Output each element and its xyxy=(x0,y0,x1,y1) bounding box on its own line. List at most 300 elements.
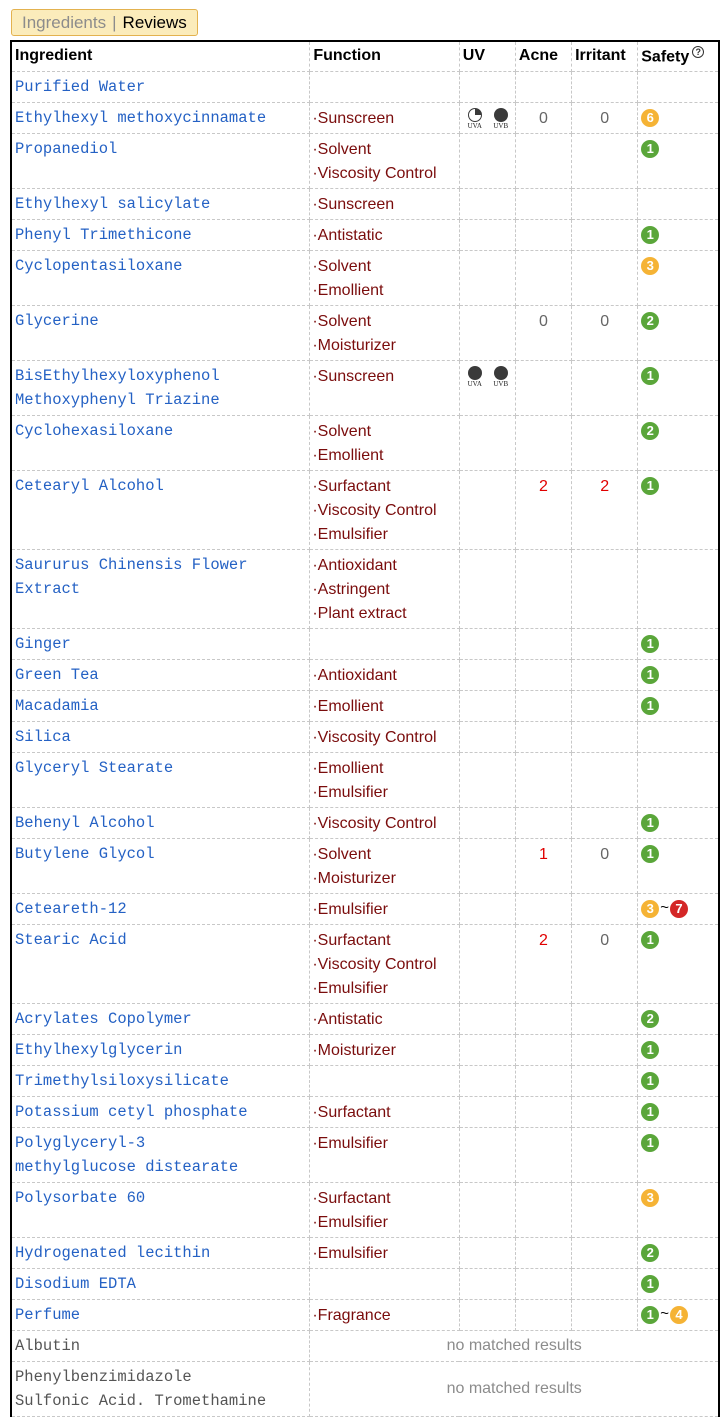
ingredient-name-line: Polysorbate 60 xyxy=(15,1188,146,1207)
ingredient-cell xyxy=(11,250,310,305)
tab-ingredients[interactable]: Ingredients xyxy=(22,12,107,32)
function-list xyxy=(310,1238,458,1268)
function-list xyxy=(310,1269,458,1275)
ingredient-cell xyxy=(11,659,310,690)
safety-rating xyxy=(638,1183,718,1207)
function-cell xyxy=(310,838,459,893)
function-cell xyxy=(310,1034,459,1065)
uv-cell xyxy=(459,690,515,721)
uv-label: UVA xyxy=(467,121,482,130)
ingredient-name-line: Extract xyxy=(15,579,81,598)
ingredient-cell xyxy=(11,690,310,721)
irritant-cell xyxy=(572,1065,638,1096)
uv-cell xyxy=(459,71,515,102)
table-row xyxy=(11,102,719,133)
function-item: ·Sunscreen xyxy=(312,367,395,385)
table-row xyxy=(11,219,719,250)
function-item: ·Surfactant xyxy=(312,1103,391,1121)
function-cell xyxy=(310,690,459,721)
tab-reviews[interactable]: Reviews xyxy=(122,12,187,32)
function-list xyxy=(310,189,458,219)
ingredient-cell xyxy=(11,1034,310,1065)
function-item: ·Emollient xyxy=(312,446,384,464)
function-cell xyxy=(310,893,459,924)
table-row xyxy=(11,893,719,924)
safety-cell xyxy=(638,807,719,838)
uvb-circle-icon xyxy=(494,366,508,380)
table-row xyxy=(11,807,719,838)
ingredient-cell xyxy=(11,893,310,924)
uv-cell xyxy=(459,1299,515,1330)
safety-cell xyxy=(638,71,719,102)
table-row xyxy=(11,415,719,470)
table-row xyxy=(11,360,719,415)
acne-cell xyxy=(515,752,571,807)
function-cell xyxy=(310,1182,459,1237)
function-cell xyxy=(310,924,459,1003)
ingredient-name[interactable] xyxy=(12,134,309,164)
irritant-value: 0 xyxy=(600,312,610,330)
acne-cell xyxy=(515,1268,571,1299)
table-row xyxy=(11,659,719,690)
safety-cell xyxy=(638,219,719,250)
column-header-safety[interactable] xyxy=(638,41,719,71)
ingredient-cell xyxy=(11,1127,310,1182)
ingredient-cell xyxy=(11,1237,310,1268)
uv-cell xyxy=(459,1003,515,1034)
column-header-uv[interactable]: UV xyxy=(459,41,515,71)
irritant-cell xyxy=(572,1237,638,1268)
ingredient-cell xyxy=(11,188,310,219)
table-row xyxy=(11,1003,719,1034)
safety-rating xyxy=(638,361,718,385)
function-cell xyxy=(310,659,459,690)
irritant-cell xyxy=(572,102,638,133)
ingredient-name-line: Glyceryl Stearate xyxy=(15,758,174,777)
ingredient-name-line: Cyclohexasiloxane xyxy=(15,421,174,440)
ingredient-name[interactable] xyxy=(12,1238,309,1268)
column-header-ingredient[interactable]: Ingredient xyxy=(11,41,310,71)
safety-cell xyxy=(638,360,719,415)
function-list xyxy=(310,306,458,360)
safety-cell xyxy=(638,924,719,1003)
uv-indicators xyxy=(460,361,515,389)
ingredient-name[interactable] xyxy=(12,839,309,869)
safety-cell xyxy=(638,1237,719,1268)
irritant-cell xyxy=(572,549,638,628)
function-item: ·Moisturizer xyxy=(312,336,396,354)
ingredient-cell xyxy=(11,1182,310,1237)
ingredient-name-line: Butylene Glycol xyxy=(15,844,155,863)
safety-cell xyxy=(638,628,719,659)
function-list xyxy=(310,550,458,628)
uv-cell xyxy=(459,1268,515,1299)
function-item: ·Emulsifier xyxy=(312,979,388,997)
table-row xyxy=(11,250,719,305)
ingredient-name[interactable] xyxy=(12,1066,309,1096)
ingredient-cell xyxy=(11,133,310,188)
irritant-value: 2 xyxy=(600,477,610,495)
function-item: ·Solvent xyxy=(312,140,372,158)
ingredient-cell xyxy=(11,1330,310,1361)
safety-cell xyxy=(638,1127,719,1182)
function-item: ·Antistatic xyxy=(312,226,383,244)
function-list xyxy=(310,1004,458,1034)
ingredient-name-line: Sulfonic Acid. Tromethamine xyxy=(15,1391,267,1410)
uv-cell xyxy=(459,188,515,219)
function-list xyxy=(310,1035,458,1065)
function-item: ·Sunscreen xyxy=(312,109,395,127)
acne-cell xyxy=(515,628,571,659)
ingredient-name-line: Propanediol xyxy=(15,139,118,158)
range-tilde: ~ xyxy=(660,1305,670,1322)
safety-rating xyxy=(638,471,718,495)
acne-cell xyxy=(515,102,571,133)
ingredient-cell xyxy=(11,102,310,133)
function-list xyxy=(310,925,458,1003)
function-list xyxy=(310,808,458,838)
acne-cell xyxy=(515,71,571,102)
acne-cell xyxy=(515,893,571,924)
ingredient-name-line: Macadamia xyxy=(15,696,99,715)
irritant-cell xyxy=(572,219,638,250)
ingredient-name-line: Perfume xyxy=(15,1305,81,1324)
function-item: ·Viscosity Control xyxy=(312,164,437,182)
ingredient-cell xyxy=(11,752,310,807)
uv-cell xyxy=(459,549,515,628)
safety-score-badge: 6 xyxy=(641,109,659,127)
function-item: ·Viscosity Control xyxy=(312,501,437,519)
safety-score-badge: 1 xyxy=(641,845,659,863)
acne-cell xyxy=(515,1003,571,1034)
safety-rating xyxy=(638,894,718,918)
function-item: ·Emulsifier xyxy=(312,1134,388,1152)
ingredient-name-line: Ethylhexyl methoxycinnamate xyxy=(15,108,267,127)
function-item: ·Emulsifier xyxy=(312,783,388,801)
irritant-cell xyxy=(572,250,638,305)
help-icon[interactable]: ? xyxy=(692,46,704,58)
ingredient-name[interactable] xyxy=(12,1269,309,1299)
ingredient-name[interactable] xyxy=(12,753,309,783)
safety-cell xyxy=(638,1003,719,1034)
uva-circle-icon xyxy=(468,366,482,380)
function-cell xyxy=(310,1237,459,1268)
safety-rating xyxy=(638,629,718,653)
safety-cell xyxy=(638,1268,719,1299)
safety-score-badge: 3 xyxy=(641,1189,659,1207)
ingredient-name[interactable] xyxy=(12,220,309,250)
ingredient-name-line: Albutin xyxy=(15,1336,81,1355)
safety-cell xyxy=(638,838,719,893)
ingredient-name[interactable] xyxy=(12,416,309,446)
ingredient-name-line: Ceteareth-12 xyxy=(15,899,127,918)
function-item: ·Solvent xyxy=(312,312,372,330)
safety-cell xyxy=(638,721,719,752)
irritant-cell xyxy=(572,188,638,219)
uv-cell xyxy=(459,470,515,549)
function-cell xyxy=(310,71,459,102)
function-list xyxy=(310,660,458,690)
safety-score-badge: 1 xyxy=(641,931,659,949)
safety-score-badge: 1 xyxy=(641,1134,659,1152)
function-item: ·Sunscreen xyxy=(312,195,395,213)
column-header-irritant[interactable]: Irritant xyxy=(572,41,638,71)
ingredient-cell xyxy=(11,305,310,360)
acne-cell xyxy=(515,250,571,305)
function-list xyxy=(310,839,458,893)
range-tilde: ~ xyxy=(660,899,670,916)
function-item: ·Surfactant xyxy=(312,1189,391,1207)
ingredients-table xyxy=(10,40,720,1417)
ingredient-name-line: Cyclopentasiloxane xyxy=(15,256,183,275)
function-cell xyxy=(310,305,459,360)
ingredient-name[interactable] xyxy=(12,251,309,281)
function-cell xyxy=(310,752,459,807)
safety-rating xyxy=(638,306,718,330)
function-item: ·Emollient xyxy=(312,281,384,299)
function-list xyxy=(310,629,458,635)
ingredient-name-line: Acrylates Copolymer xyxy=(15,1009,192,1028)
safety-score-badge: 1 xyxy=(641,477,659,495)
function-list xyxy=(310,220,458,250)
irritant-cell xyxy=(572,1034,638,1065)
function-list xyxy=(310,1066,458,1072)
acne-cell xyxy=(515,1127,571,1182)
safety-cell xyxy=(638,1034,719,1065)
function-cell xyxy=(310,549,459,628)
function-list xyxy=(310,691,458,721)
ingredient-cell xyxy=(11,360,310,415)
ingredient-name[interactable] xyxy=(12,550,309,604)
function-list xyxy=(310,1300,458,1330)
ingredient-cell xyxy=(11,1003,310,1034)
uv-cell xyxy=(459,924,515,1003)
ingredient-name-line: Silica xyxy=(15,727,71,746)
ingredient-name[interactable] xyxy=(12,189,309,219)
ingredient-name[interactable] xyxy=(12,1128,309,1182)
safety-cell xyxy=(638,1182,719,1237)
safety-score-badge: 3 xyxy=(641,900,659,918)
safety-rating xyxy=(638,691,718,715)
safety-cell xyxy=(638,102,719,133)
function-cell xyxy=(310,133,459,188)
irritant-cell xyxy=(572,1182,638,1237)
ingredient-name-line: Stearic Acid xyxy=(15,930,127,949)
table-row xyxy=(11,1127,719,1182)
function-list xyxy=(310,753,458,807)
acne-cell xyxy=(515,690,571,721)
acne-cell xyxy=(515,807,571,838)
table-row xyxy=(11,1065,719,1096)
function-cell xyxy=(310,1003,459,1034)
safety-rating xyxy=(638,660,718,684)
safety-rating xyxy=(638,251,718,275)
ingredient-name[interactable] xyxy=(12,629,309,659)
irritant-value: 0 xyxy=(600,109,610,127)
safety-score-badge: 2 xyxy=(641,1010,659,1028)
ingredient-name[interactable] xyxy=(12,1004,309,1034)
function-cell xyxy=(310,1268,459,1299)
uv-cell xyxy=(459,102,515,133)
ingredient-name-line: Ethylhexylglycerin xyxy=(15,1040,183,1059)
ingredient-name[interactable] xyxy=(12,722,309,752)
safety-cell xyxy=(638,250,719,305)
ingredient-name[interactable] xyxy=(12,894,309,924)
uv-label: UVA xyxy=(467,379,482,388)
uv-cell xyxy=(459,807,515,838)
ingredient-name[interactable] xyxy=(12,361,309,415)
acne-cell xyxy=(515,133,571,188)
acne-cell xyxy=(515,659,571,690)
acne-value: 0 xyxy=(539,312,548,330)
table-row xyxy=(11,1096,719,1127)
ingredient-name-line: Phenylbenzimidazole xyxy=(15,1367,192,1386)
safety-cell xyxy=(638,893,719,924)
safety-cell xyxy=(638,470,719,549)
uv-cell xyxy=(459,1237,515,1268)
ingredient-name[interactable] xyxy=(12,691,309,721)
ingredient-name[interactable] xyxy=(12,1183,309,1213)
safety-score-badge: 1 xyxy=(641,814,659,832)
table-row xyxy=(11,1268,719,1299)
function-item: ·Emollient xyxy=(312,697,384,715)
safety-cell xyxy=(638,415,719,470)
ingredient-name[interactable] xyxy=(12,808,309,838)
acne-cell xyxy=(515,721,571,752)
safety-cell xyxy=(638,659,719,690)
function-list xyxy=(310,416,458,470)
irritant-value: 0 xyxy=(600,931,610,949)
safety-score-badge: 1 xyxy=(641,666,659,684)
safety-cell xyxy=(638,549,719,628)
irritant-cell xyxy=(572,415,638,470)
ingredient-name[interactable] xyxy=(12,660,309,690)
uva-indicator xyxy=(464,107,486,131)
safety-score-badge: 3 xyxy=(641,257,659,275)
acne-cell xyxy=(515,415,571,470)
irritant-cell xyxy=(572,628,638,659)
ingredient-cell xyxy=(11,1361,310,1416)
ingredient-name[interactable] xyxy=(12,925,309,955)
table-row xyxy=(11,71,719,102)
function-list xyxy=(310,1128,458,1158)
irritant-cell xyxy=(572,838,638,893)
safety-rating xyxy=(638,220,718,244)
function-item: ·Viscosity Control xyxy=(312,814,437,832)
column-header-acne[interactable]: Acne xyxy=(515,41,571,71)
irritant-cell xyxy=(572,360,638,415)
function-item: ·Surfactant xyxy=(312,931,391,949)
irritant-cell xyxy=(572,690,638,721)
column-header-function[interactable]: Function xyxy=(310,41,459,71)
uvb-indicator xyxy=(490,107,512,131)
function-list xyxy=(310,1183,458,1237)
ingredient-name[interactable] xyxy=(12,103,309,133)
acne-cell xyxy=(515,1182,571,1237)
ingredient-name-line: Purified Water xyxy=(15,77,146,96)
table-row xyxy=(11,188,719,219)
ingredient-name xyxy=(12,1331,309,1361)
safety-rating xyxy=(638,839,718,863)
function-list xyxy=(310,894,458,924)
uv-cell xyxy=(459,219,515,250)
ingredient-name-line: Ginger xyxy=(15,634,71,653)
safety-score-badge: 1 xyxy=(641,697,659,715)
acne-cell xyxy=(515,1096,571,1127)
function-item: ·Viscosity Control xyxy=(312,955,437,973)
acne-cell xyxy=(515,219,571,250)
function-list xyxy=(310,1097,458,1127)
ingredient-name[interactable] xyxy=(12,306,309,336)
uva-indicator xyxy=(464,365,486,389)
function-item: ·Plant extract xyxy=(312,604,407,622)
safety-score-badge: 1 xyxy=(641,1275,659,1293)
irritant-cell xyxy=(572,752,638,807)
uv-cell xyxy=(459,1096,515,1127)
function-cell xyxy=(310,360,459,415)
ingredient-name-line: Trimethylsiloxysilicate xyxy=(15,1071,229,1090)
safety-score-badge: 1 xyxy=(641,1103,659,1121)
acne-cell xyxy=(515,1065,571,1096)
function-item: ·Emulsifier xyxy=(312,525,388,543)
safety-cell xyxy=(638,1065,719,1096)
ingredient-name-line: Cetearyl Alcohol xyxy=(15,476,164,495)
uv-cell xyxy=(459,721,515,752)
safety-cell xyxy=(638,133,719,188)
ingredient-name xyxy=(12,1362,309,1416)
uv-cell xyxy=(459,250,515,305)
uv-cell xyxy=(459,659,515,690)
ingredient-cell xyxy=(11,807,310,838)
uv-indicators xyxy=(460,103,515,131)
function-list xyxy=(310,722,458,752)
table-row xyxy=(11,628,719,659)
uv-label: UVB xyxy=(493,379,509,388)
uv-cell xyxy=(459,628,515,659)
table-row xyxy=(11,721,719,752)
safety-rating xyxy=(638,1004,718,1028)
acne-cell xyxy=(515,188,571,219)
safety-rating xyxy=(638,1066,718,1090)
safety-score-badge: 1 xyxy=(641,635,659,653)
ingredient-name[interactable] xyxy=(12,72,309,102)
ingredient-name[interactable] xyxy=(12,471,309,501)
safety-cell xyxy=(638,1299,719,1330)
ingredient-name[interactable] xyxy=(12,1097,309,1127)
function-item: ·Moisturizer xyxy=(312,1041,396,1059)
safety-score-badge: 7 xyxy=(670,900,688,918)
safety-rating xyxy=(638,925,718,949)
ingredient-name[interactable] xyxy=(12,1300,309,1330)
ingredient-cell xyxy=(11,628,310,659)
ingredient-cell xyxy=(11,549,310,628)
ingredient-name-line: Polyglyceryl-3 xyxy=(15,1133,146,1152)
uvb-circle-icon xyxy=(494,108,508,122)
table-row xyxy=(11,1361,719,1416)
uv-cell xyxy=(459,1034,515,1065)
function-item: ·Antioxidant xyxy=(312,666,397,684)
function-cell xyxy=(310,807,459,838)
uv-cell xyxy=(459,838,515,893)
irritant-cell xyxy=(572,1268,638,1299)
uv-cell xyxy=(459,415,515,470)
ingredient-name[interactable] xyxy=(12,1035,309,1065)
uv-cell xyxy=(459,133,515,188)
irritant-cell xyxy=(572,1127,638,1182)
function-list xyxy=(310,72,458,78)
table-body xyxy=(11,71,719,1416)
uv-cell xyxy=(459,360,515,415)
